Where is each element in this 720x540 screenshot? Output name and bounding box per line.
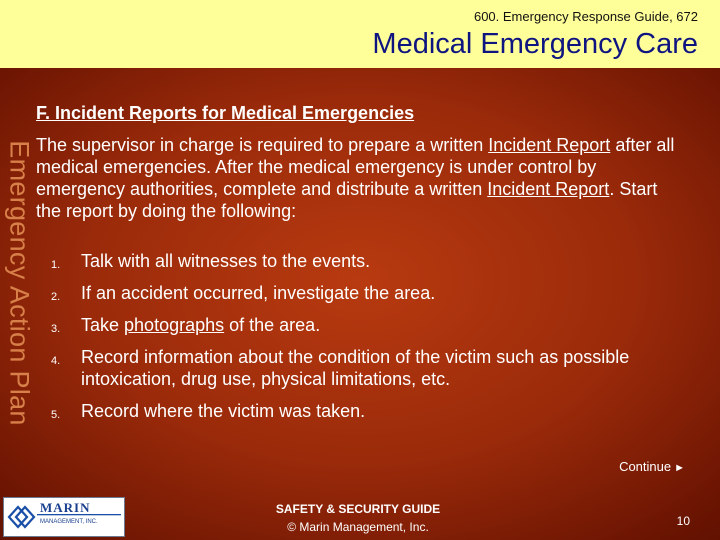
list-item-text-pre: Take: [81, 315, 125, 335]
list-item-text: Record where the victim was taken.: [81, 401, 366, 421]
section-heading: F. Incident Reports for Medical Emergencies: [36, 103, 415, 123]
guide-reference: 600. Emergency Response Guide, 672: [473, 9, 698, 24]
logo-brand: MARIN: [40, 500, 91, 515]
list-item: [46, 400, 686, 422]
continue-link[interactable]: [619, 459, 685, 474]
list-item-text: Talk with all witnesses to the events.: [81, 251, 371, 271]
marin-logo-icon: [4, 498, 124, 536]
footer-copyright: © Marin Management, Inc.: [287, 520, 429, 534]
incident-report-link[interactable]: Incident Report: [488, 135, 611, 155]
logo-sub: MANAGEMENT, INC.: [40, 519, 98, 525]
intro-text-2: after all medical emergencies. After the medical emergency is under control by emergency authorities, complete and distribute a written: [36, 135, 675, 199]
list-number: 2.: [51, 291, 61, 303]
marin-logo: [3, 497, 125, 537]
list-item: [46, 314, 686, 336]
continue-label: Continue: [619, 459, 672, 474]
play-arrow-icon: ►: [674, 462, 685, 474]
list-number: 5.: [51, 409, 61, 421]
intro-text-3: . Start the report by doing the following:: [36, 179, 658, 221]
footer-guide-title: SAFETY & SECURITY GUIDE: [275, 502, 441, 516]
side-label-text: Emergency Action Plan: [4, 140, 35, 426]
list-number: 4.: [51, 355, 61, 367]
page-number: 10: [676, 514, 690, 528]
incident-report-link[interactable]: Incident Report: [487, 179, 610, 199]
photographs-link[interactable]: photographs: [124, 315, 225, 335]
list-item-text-post: of the area.: [224, 315, 321, 335]
side-label: [1, 86, 37, 480]
list-number: 3.: [51, 323, 61, 335]
intro-text-1: The supervisor in charge is required to prepare a written: [36, 135, 489, 155]
steps-list: [46, 250, 686, 432]
list-item: [46, 346, 686, 390]
list-item: [46, 282, 686, 304]
slide-title: Medical Emergency Care: [372, 28, 698, 60]
list-item-text: Record information about the condition of the victim such as possible intoxication, drug use, physical limitations, etc.: [81, 347, 630, 389]
header-band: [0, 0, 720, 68]
list-item: [46, 250, 686, 272]
intro-paragraph: [36, 134, 686, 222]
list-number: 1.: [51, 259, 61, 271]
list-item-text: If an accident occurred, investigate the area.: [81, 283, 436, 303]
